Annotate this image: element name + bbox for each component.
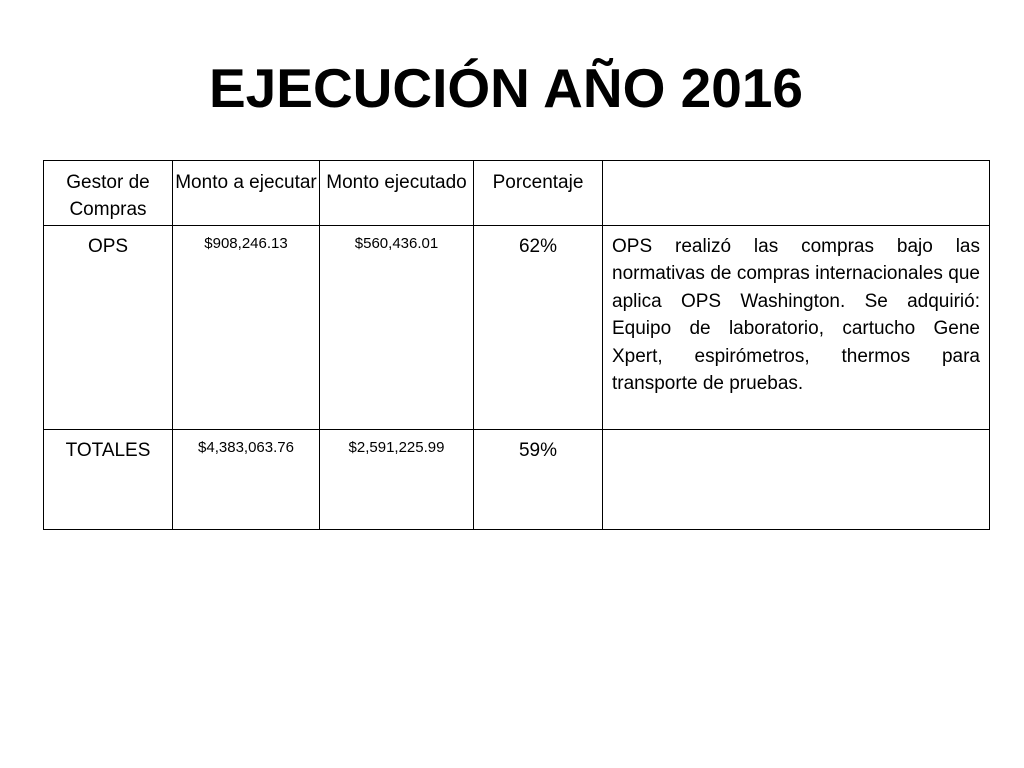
gestor-totales-value: TOTALES (65, 440, 151, 461)
porcentaje-ops-value: 62% (518, 236, 558, 257)
monto-ejecutado-totales-value: $2,591,225.99 (348, 439, 445, 456)
slide-title: EJECUCIÓN AÑO 2016 (209, 57, 803, 119)
header-porcentaje-label: Porcentaje (492, 172, 584, 193)
cell-porcentaje-ops (474, 226, 603, 430)
header-cell-porcentaje (474, 161, 603, 226)
monto-ejecutar-ops-value: $908,246.13 (204, 235, 288, 252)
cell-note-ops (603, 226, 990, 430)
header-cell-gestor (44, 161, 173, 226)
header-notes-label (603, 161, 989, 169)
header-cell-notes (603, 161, 990, 226)
porcentaje-totales-value: 59% (518, 440, 558, 461)
note-totales-text (603, 430, 989, 437)
header-gestor-label: Gestor de Compras (66, 172, 150, 220)
note-ops-text: OPS realizó las compras bajo las normativas de compras internacionales que aplica OPS Washington. Se adquirió: Equipo de laboratorio, cartucho Gene Xpert, espirómetros, thermos para transporte de pruebas. (612, 236, 980, 395)
header-cell-monto-ejecutado (320, 161, 474, 226)
cell-monto-ejecutar-totales (173, 430, 320, 530)
cell-monto-ejecutar-ops (173, 226, 320, 430)
gestor-ops-value: OPS (87, 236, 129, 257)
header-monto-ejecutar-label: Monto a ejecutar (175, 172, 317, 193)
cell-porcentaje-totales (474, 430, 603, 530)
cell-note-totales (603, 430, 990, 530)
cell-gestor-totales (44, 430, 173, 530)
cell-monto-ejecutado-totales (320, 430, 474, 530)
header-monto-ejecutado-label: Monto ejecutado (326, 172, 467, 193)
cell-gestor-ops (44, 226, 173, 430)
monto-ejecutado-ops-value: $560,436.01 (354, 235, 439, 252)
table-header-row (44, 161, 990, 226)
header-cell-monto-ejecutar (173, 161, 320, 226)
cell-monto-ejecutado-ops (320, 226, 474, 430)
execution-table (43, 160, 990, 530)
monto-ejecutar-totales-value: $4,383,063.76 (198, 439, 294, 456)
table-row-totales (44, 430, 990, 530)
table-row-ops (44, 226, 990, 430)
